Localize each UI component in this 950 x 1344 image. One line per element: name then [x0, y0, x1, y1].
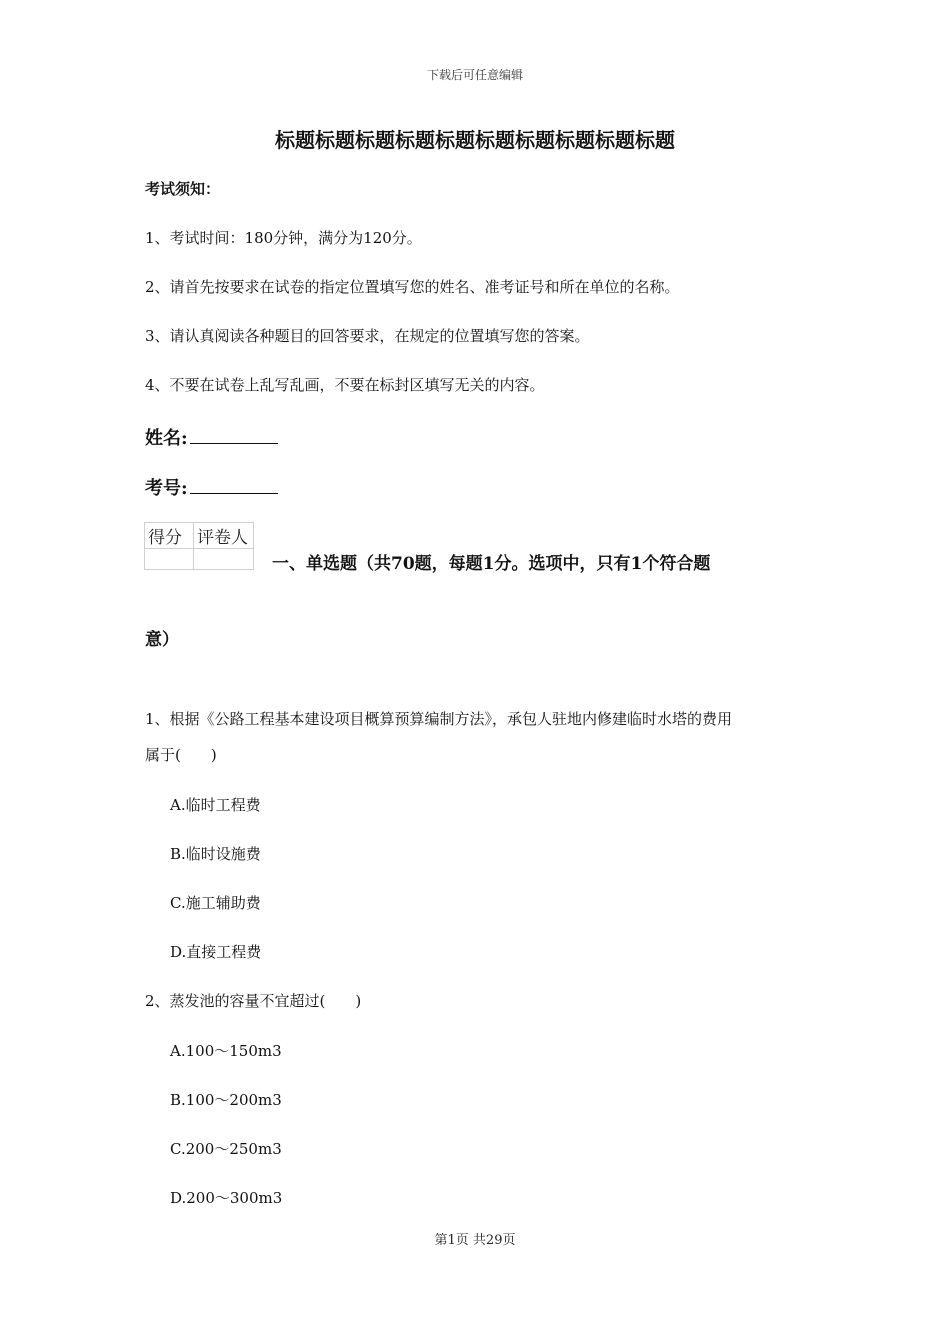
option-c: C.施工辅助费	[170, 894, 261, 912]
page-footer: 第1页 共29页	[434, 1233, 516, 1248]
question-stem-cont: 属于( )	[145, 746, 217, 764]
notice-item: 2、请首先按要求在试卷的指定位置填写您的姓名、准考证号和所在单位的名称。	[145, 278, 680, 296]
grader-header: 评卷人	[194, 523, 254, 549]
section-title-cont: 意）	[145, 630, 179, 650]
notice-item: 3、请认真阅读各种题目的回答要求，在规定的位置填写您的答案。	[145, 327, 590, 345]
option-d: D.直接工程费	[170, 943, 262, 961]
document-title: 标题标题标题标题标题标题标题标题标题标题	[275, 128, 675, 152]
option-b: B.临时设施费	[170, 845, 261, 863]
option-a: A.临时工程费	[170, 796, 261, 814]
id-field	[145, 474, 278, 500]
score-table	[144, 522, 254, 570]
name-blank[interactable]	[190, 425, 278, 444]
option-b: B.100～200m3	[170, 1091, 282, 1109]
question-stem: 2、蒸发池的容量不宜超过( )	[145, 992, 362, 1010]
notice-item: 4、不要在试卷上乱写乱画，不要在标封区填写无关的内容。	[145, 376, 545, 394]
grader-cell[interactable]	[194, 549, 254, 570]
option-d: D.200～300m3	[170, 1189, 283, 1207]
notice-heading: 考试须知：	[145, 180, 221, 198]
question-stem: 1、根据《公路工程基本建设项目概算预算编制方法》，承包人驻地内修建临时水塔的费用	[145, 710, 733, 728]
page-header: 下载后可任意编辑	[426, 68, 523, 82]
score-header: 得分	[145, 523, 194, 549]
name-field	[145, 424, 278, 450]
option-a: A.100～150m3	[170, 1042, 282, 1060]
score-cell[interactable]	[145, 549, 194, 570]
notice-item: 1、考试时间：180分钟，满分为120分。	[145, 229, 422, 247]
id-blank[interactable]	[190, 475, 278, 494]
section-title: 一、单选题（共70题，每题1分。选项中，只有1个符合题	[272, 554, 711, 574]
option-c: C.200～250m3	[170, 1140, 282, 1158]
name-label: 姓名:	[145, 428, 188, 449]
id-label: 考号:	[145, 478, 188, 499]
